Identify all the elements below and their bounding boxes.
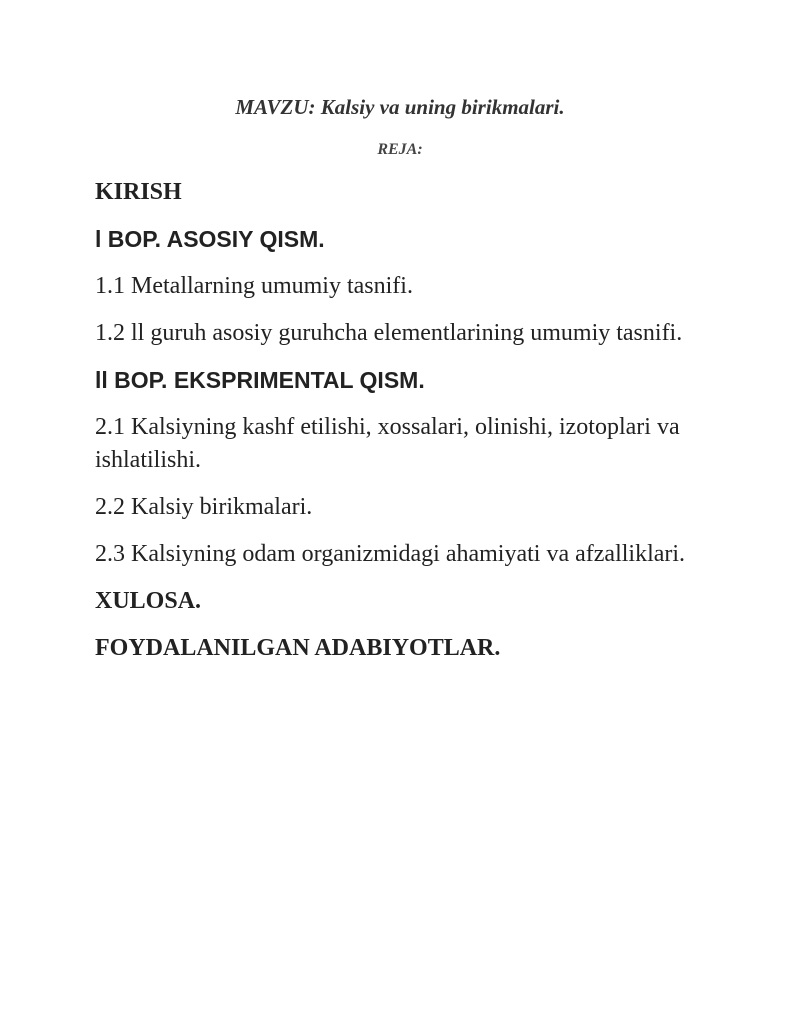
outline-heading-chapter-1: l BOP. ASOSIY QISM. [95, 226, 325, 252]
outline-item-2-3: 2.3 Kalsiyning odam organizmidagi ahamiyati va afzalliklari. [95, 541, 686, 567]
outline-item-1-1: 1.1 Metallarning umumiy tasnifi. [95, 273, 413, 299]
outline-item-2-1: 2.1 Kalsiyning kashf etilishi, xossalari, olinishi, izotoplari va ishlatilishi. [95, 414, 680, 473]
document-title: MAVZU: Kalsiy va uning birikmalari. [235, 95, 565, 119]
outline-item-2-2: 2.2 Kalsiy birikmalari. [95, 494, 313, 520]
outline-list [95, 176, 715, 679]
plan-label: REJA: [377, 141, 423, 158]
outline-heading-chapter-2: ll BOP. EKSPRIMENTAL QISM. [95, 367, 425, 393]
outline-heading-references: FOYDALANILGAN ADABIYOTLAR. [95, 635, 501, 661]
outline-heading-introduction: KIRISH [95, 179, 182, 205]
outline-heading-conclusion: XULOSA. [95, 588, 202, 614]
outline-item-1-2: 1.2 ll guruh asosiy guruhcha elementlarining umumiy tasnifi. [95, 320, 683, 346]
